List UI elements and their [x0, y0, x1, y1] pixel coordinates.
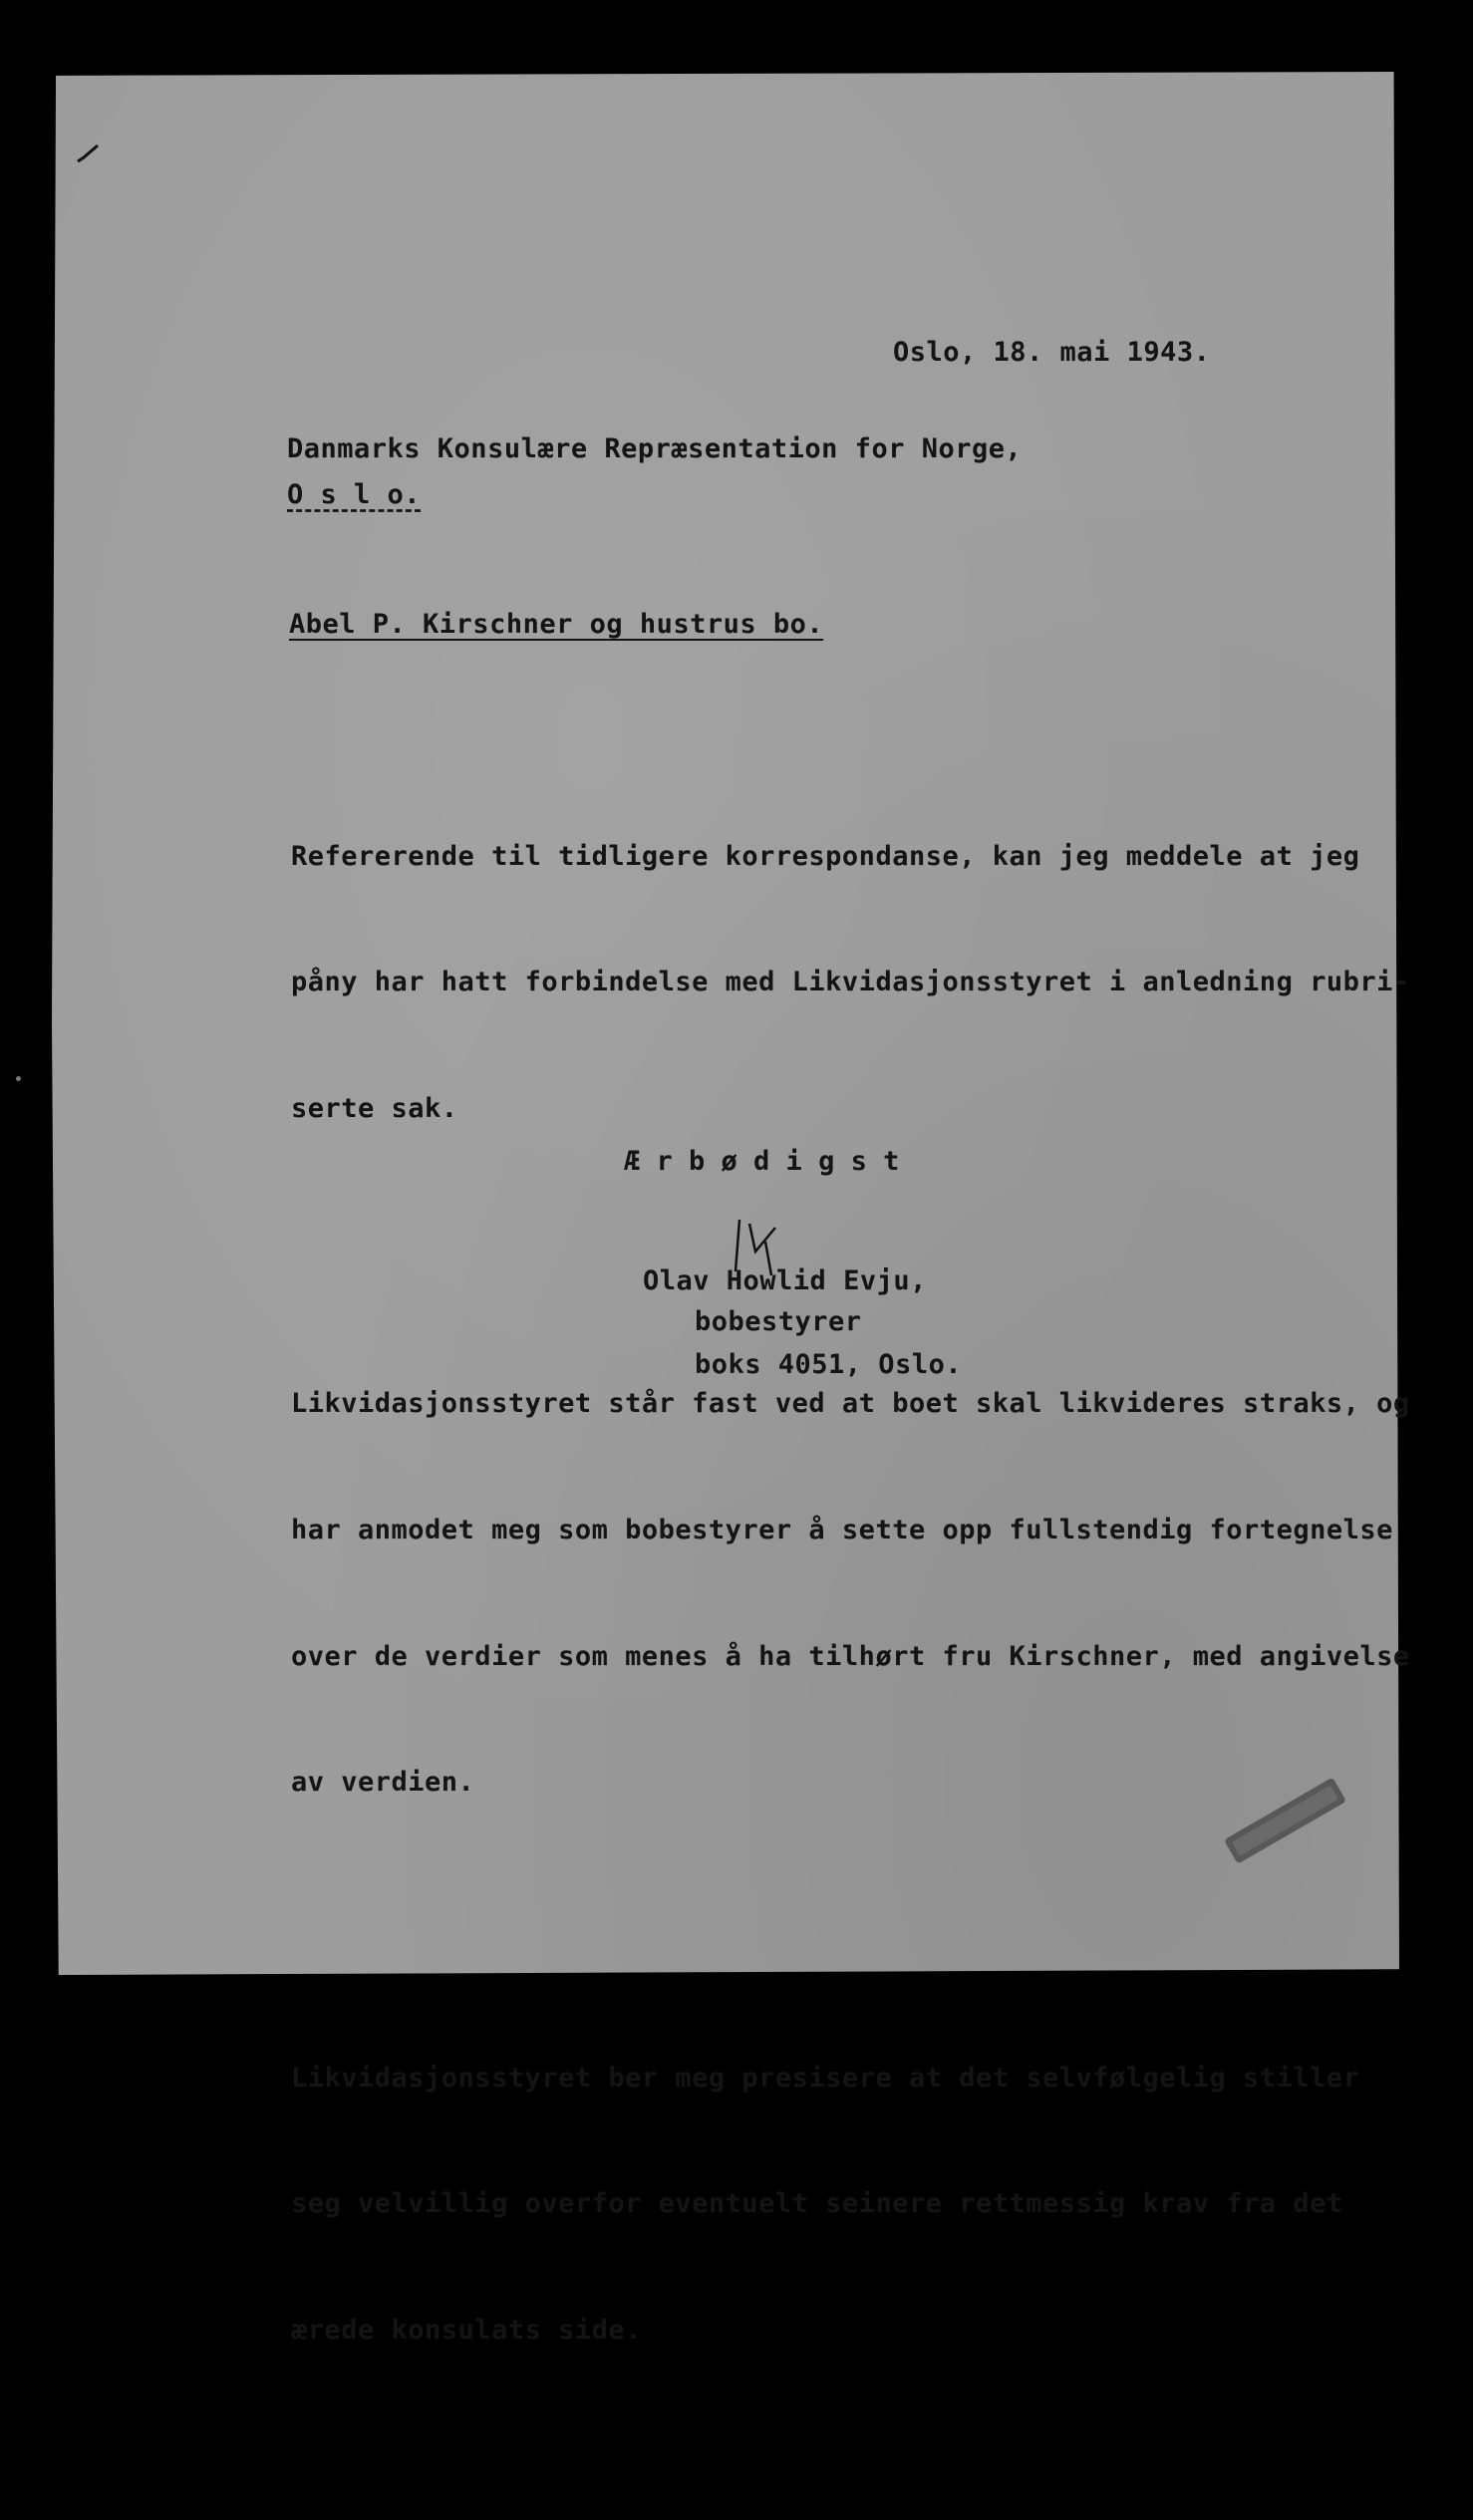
body-line: Refererende til tidligere korrespondanse, kan jeg meddele at jeg [291, 840, 1360, 872]
body-line: over de verdier som menes å ha tilhørt fru Kirschner, med angivelse [291, 1640, 1410, 1672]
letter-body [291, 668, 1410, 2520]
letter-date: Oslo, 18. mai 1943. [893, 337, 1211, 368]
signatory-name: Olav Howlid Evju, [643, 1265, 927, 1296]
body-line: har anmodet meg som bobestyrer å sette opp fullstendig fortegnelse [291, 1515, 1393, 1546]
recipient-line-2: O s l o. [287, 479, 422, 510]
body-line: Likvidasjonsstyret står fast ved at boet skal likvideres straks, og [291, 1388, 1410, 1420]
paragraph-3 [291, 1973, 1410, 2435]
body-line: ærede konsulats side. [291, 2314, 642, 2346]
signatory-title: bobestyrer [695, 1306, 862, 1337]
margin-dot [16, 1076, 21, 1081]
recipient-line-1: Danmarks Konsulære Repræsentation for Norge, [287, 433, 1023, 464]
paragraph-2 [291, 1299, 1410, 1888]
body-line: av verdien. [291, 1767, 475, 1799]
pen-mark-icon [74, 140, 104, 169]
letter-subject: Abel P. Kirschner og hustrus bo. [289, 609, 824, 640]
letter-closing: Æ r b ø d i g s t [624, 1146, 900, 1177]
body-line: seg velvillig overfor eventuelt seinere rettmessig krav fra det [291, 2188, 1343, 2220]
body-line: serte sak. [291, 1093, 458, 1125]
body-line: Likvidasjonsstyret ber meg presisere at det selvfølgelig stiller [291, 2062, 1360, 2094]
signatory-address: boks 4051, Oslo. [695, 1349, 963, 1380]
body-line: påny har hatt forbindelse med Likvidasjonsstyret i anledning rubri- [291, 967, 1410, 998]
